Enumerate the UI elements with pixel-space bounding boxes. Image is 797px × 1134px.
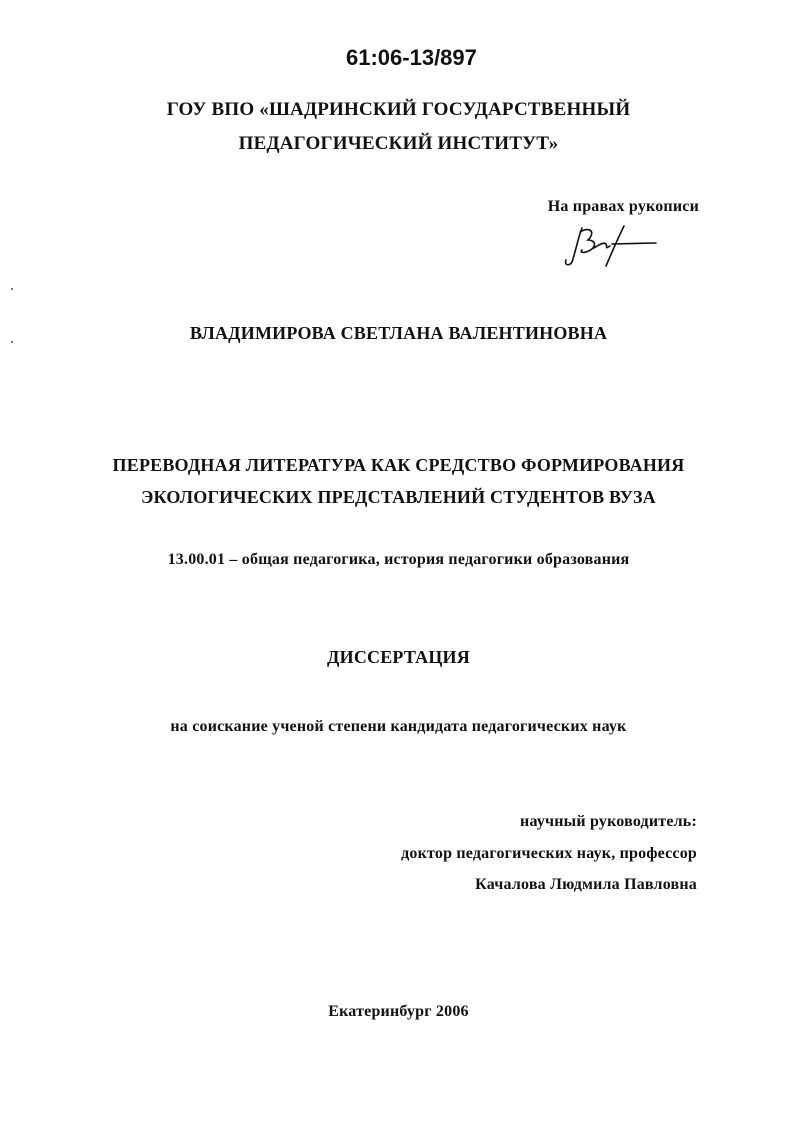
thesis-title-line-2: ЭКОЛОГИЧЕСКИХ ПРЕДСТАВЛЕНИЙ СТУДЕНТОВ ВУЗА xyxy=(141,487,656,507)
supervisor-credentials: доктор педагогических наук, профессор xyxy=(401,845,697,862)
author-name: ВЛАДИМИРОВА СВЕТЛАНА ВАЛЕНТИНОВНА xyxy=(189,323,608,343)
scan-speck xyxy=(11,288,13,290)
institution-line-1: ГОУ ВПО «ШАДРИНСКИЙ ГОСУДАРСТВЕННЫЙ xyxy=(166,99,631,120)
signature-icon xyxy=(560,222,660,270)
archive-code: 61:06-13/897 xyxy=(346,45,477,70)
place-and-year: Екатеринбург 2006 xyxy=(328,1003,469,1020)
supervisor-role: научный руководитель: xyxy=(520,813,697,830)
institution-line-2: ПЕДАГОГИЧЕСКИЙ ИНСТИТУТ» xyxy=(238,133,559,154)
degree-statement: на соискание ученой степени кандидата педагогических наук xyxy=(170,718,627,735)
document-type: ДИССЕРТАЦИЯ xyxy=(327,647,470,667)
manuscript-rights-note: На правах рукописи xyxy=(547,198,699,215)
specialty-code: 13.00.01 – общая педагогика, история педагогики образования xyxy=(167,551,630,568)
supervisor-name: Качалова Людмила Павловна xyxy=(475,876,697,893)
thesis-title-line-1: ПЕРЕВОДНАЯ ЛИТЕРАТУРА КАК СРЕДСТВО ФОРМИРОВАНИЯ xyxy=(112,455,685,475)
